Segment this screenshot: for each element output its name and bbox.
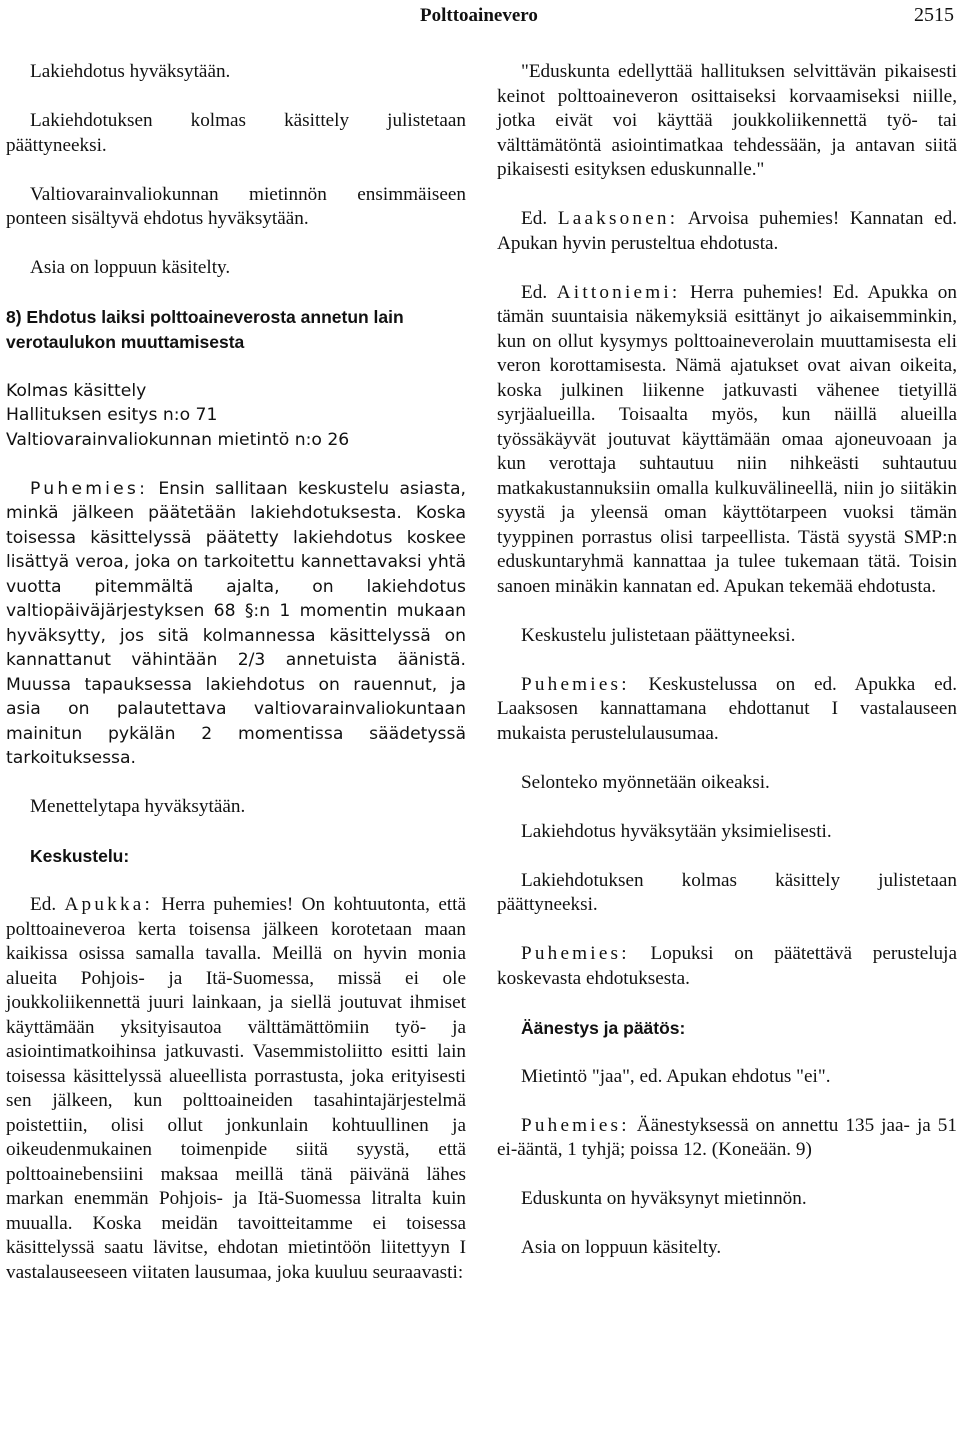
paragraph: Selonteko myönnetään oikeaksi.: [521, 771, 770, 793]
government-proposal: Hallituksen esitys n:o 71: [6, 405, 218, 425]
speaker-name: Aittoniemi:: [556, 281, 681, 303]
ed-label: Ed.: [30, 894, 57, 915]
speech: [497, 1114, 957, 1163]
paragraph: Lakiehdotus hyväksytään.: [30, 61, 231, 82]
speech-text: Herra puhemies! Ed. Apukka on tämän suuntaisia näkemyksiä esittänyt jo aikaisemminkin, kun on ollut kysymys polttoaineverolain muuttamisesta eli veron korottamisesta. Nämä ajatukset ovat aivan oikeita, koska julkinen liikenne jatkuvasti vähenee tietyillä syrjäalueilla. Toisaalta myös, kun näillä alueilla työssäkäyvät joutuvat käyttämään omaa ajoneuvoaan ja kun verottaja suhtautuu niin nihkeästi suhtautuu matkakustannuksiin omalla kulkuvälineellä, niin jo siitäkin syystä ja yleensä oman käyttötarpeen vuoksi tämän tyyppinen porrastus olisi tarpeellista. Tästä syystä SMP:n eduskuntaryhmä kannattaa ja tulee tukemaan tätä. Toisin sanoen minäkin kannatan ed. Apukan tekemää ehdotusta.: [497, 281, 957, 597]
right-column: [497, 60, 957, 1261]
paragraph: Eduskunta on hyväksynyt mietinnön.: [521, 1188, 807, 1209]
speech-text: Äänestyksessä on annettu 135 jaa- ja 51 ei-ääntä, 1 tyhjä; poissa 12. (Koneään. 9): [497, 1114, 957, 1160]
speech-text: Ensin sallitaan keskustelu asiasta, minkä jälkeen päätetään lakiehdotuksesta. Koska toisessa käsittelyssä päätetty lakiehdotus koskee lisättyä veroa, joka on tarkoitettu kannettavaksi yhtä vuotta pitemmältä ajalta, on lakiehdotus valtiopäiväjärjestyksen 68 §:n 1 momentin mukaan hyväksytty, jos sitä kolmannessa käsittelyssä on kannattanut vähintään 2/3 annetuista äänistä. Muussa tapauksessa lakiehdotus on rauennut, ja asia on palautettava valtiovarainvaliokuntaan mainitun pykälän 2 momentissa säädetyssä tarkoituksessa.: [6, 478, 466, 768]
paragraph: Lakiehdotuksen kolmas käsittely julistetaan päättyneeksi.: [497, 869, 957, 915]
speech: [6, 477, 466, 771]
speaker-name: Puhemies:: [521, 943, 630, 964]
reading-stage: Kolmas käsittely: [6, 380, 147, 401]
paragraph: Asia on loppuun käsitelty.: [521, 1237, 722, 1258]
speech-text: Herra puhemies! On kohtuutonta, että polttoaineveroa kerta toisensa jälkeen korotetaan maan kaikissa osissa samalla tavalla. Meillä on hyvin monia alueita Pohjois- ja Itä-Suomessa, missä ei ole joukkoliikennettä juuri lainkaan, ja siellä joutuvat ihmiset käyttämään yksityisautoa välttämättömiin työ- ja asiointimatkoihinsa jatkuvasti. Vasemmistoliitto esitti lain toisessa käsittelyssä alueellista porrastusta, joka erityisesti sen jälkeen, kun polttoaineiden tasahintajärjestelmä poistettiin, olisi ollut jonkunlain kohtuullinen ja oikeudenmukainen toimenpide siitä syystä, että polttoainebensiini maksaa meillä tänä päivänä lähes markan enemmän Pohjois- ja Itä-Suomessa litralta kuin muualla. Koska meidän tavoitteitamme ei toisessa käsittelyssä saatu lävitse, ehdotan mietintöön liitettyyn I vastalauseeseen viitaten lausumaa, joka kuuluu seuraavasti:: [6, 894, 467, 1283]
speech-text: Lopuksi on päätettävä perusteluja koskevasta ehdotuksesta.: [497, 943, 957, 989]
speech: [497, 942, 957, 991]
committee-report: Valtiovarainvaliokunnan mietintö n:o 26: [6, 429, 350, 450]
item-metadata: [6, 379, 466, 453]
left-column: [6, 60, 466, 1310]
ed-label: Ed.: [521, 208, 548, 229]
speech: [497, 207, 957, 256]
ed-label: Ed.: [521, 281, 548, 303]
speaker-name: Puhemies:: [521, 1114, 630, 1136]
vote-heading: Äänestys ja päätös:: [521, 1017, 686, 1038]
speaker-name: Laaksonen:: [557, 208, 679, 229]
speech: [497, 673, 957, 747]
speech: [497, 281, 957, 600]
page-number: 2515: [914, 4, 954, 26]
speech-text: Keskustelussa on ed. Apukka ed. Laaksosen kannattamana ehdottanut I vastalauseen mukaista perustelulausumaa.: [497, 673, 957, 744]
paragraph: Keskustelu julistetaan päättyneeksi.: [521, 624, 796, 646]
speech: [6, 893, 466, 1285]
item-heading: 8) Ehdotus laiksi polttoaineverosta annetun lain verotaulukon muuttamisesta: [6, 307, 404, 352]
speech-text: Arvoisa puhemies! Kannatan ed. Apukan hyvin perusteltua ehdotusta.: [497, 208, 958, 254]
paragraph: Lakiehdotus hyväksytään yksimielisesti.: [521, 820, 832, 842]
paragraph: Menettelytapa hyväksytään.: [30, 796, 246, 817]
speaker-name: Puhemies:: [521, 673, 630, 695]
page-header: [0, 0, 960, 40]
discussion-heading: Keskustelu:: [30, 846, 130, 866]
quote-paragraph: "Eduskunta edellyttää hallituksen selvittävän pikaisesti keinot polttoaineveron osittaiseksi korvaamiseksi niille, jotka eivät voi käyttää joukkoliikennettä työ- tai välttämätöntä asiointimatkaa tehdessään, ja antavan siitä pikaisesti esityksen eduskunnalle.": [497, 61, 957, 180]
speaker-name: Puhemies:: [30, 478, 149, 499]
speaker-name: Apukka:: [64, 894, 153, 915]
running-title: Polttoainevero: [420, 5, 538, 26]
paragraph: Lakiehdotuksen kolmas käsittely julistetaan päättyneeksi.: [6, 110, 466, 156]
paragraph: Mietintö "jaa", ed. Apukan ehdotus "ei".: [521, 1065, 831, 1087]
paragraph: Valtiovarainvaliokunnan mietinnön ensimmäiseen ponteen sisältyvä ehdotus hyväksytään.: [6, 183, 466, 229]
paragraph: Asia on loppuun käsitelty.: [30, 257, 231, 278]
